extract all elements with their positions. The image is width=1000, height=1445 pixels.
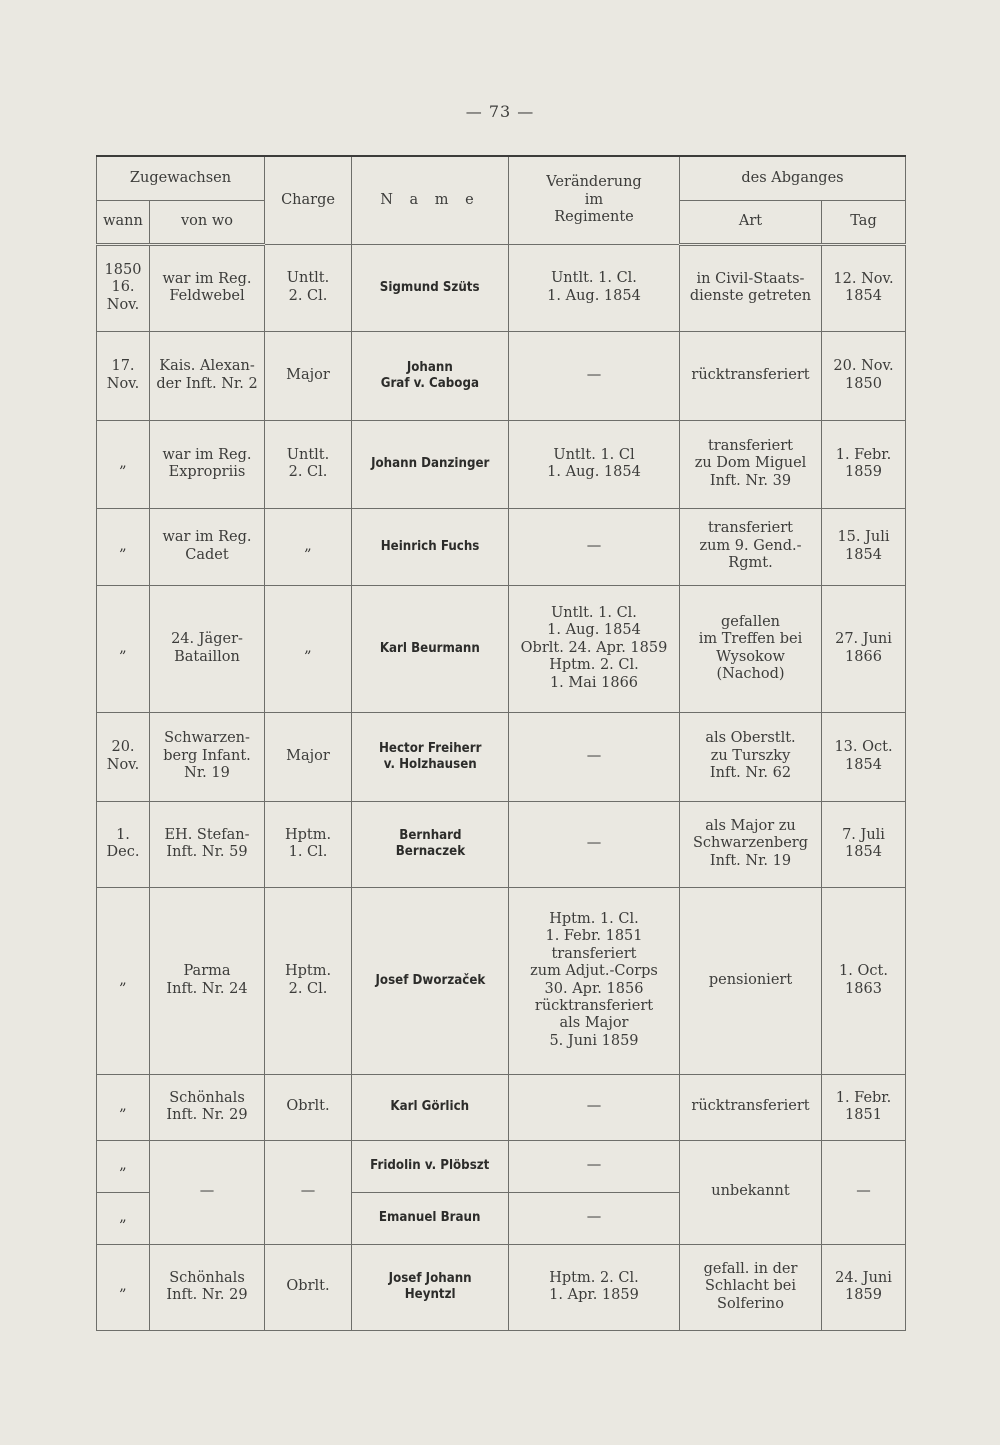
cell-tag: 1. Febr. 1851 (822, 1074, 906, 1140)
cell-art: transferiert zum 9. Gend.- Rgmt. (680, 508, 822, 585)
person-name: Karl Beurmann (379, 639, 481, 656)
cell-veraenderung: — (509, 508, 680, 585)
table-row (97, 1244, 906, 1330)
table-row (97, 712, 906, 801)
cell-name (352, 1244, 509, 1330)
cell-charge: „ (265, 585, 352, 712)
cell-tag: — (822, 1140, 906, 1244)
cell-art: pensioniert (680, 887, 822, 1074)
table-row (97, 801, 906, 887)
register-table (96, 155, 906, 1331)
table-row (97, 585, 906, 712)
cell-charge: Hptm. 2. Cl. (265, 887, 352, 1074)
header-art: Art (680, 200, 822, 244)
cell-wann: 20. Nov. (97, 712, 150, 801)
table-row (97, 420, 906, 508)
cell-veraenderung: — (509, 331, 680, 420)
cell-charge: Untlt. 2. Cl. (265, 420, 352, 508)
person-name: Hector Freiherr v. Holzhausen (378, 739, 482, 772)
header-charge: Charge (265, 156, 352, 244)
cell-tag: 24. Juni 1859 (822, 1244, 906, 1330)
cell-art: in Civil-Staats- dienste getreten (680, 244, 822, 331)
cell-name (352, 420, 509, 508)
cell-veraenderung: Untlt. 1. Cl 1. Aug. 1854 (509, 420, 680, 508)
cell-von-wo: Kais. Alexan- der Inft. Nr. 2 (150, 331, 265, 420)
cell-tag: 27. Juni 1866 (822, 585, 906, 712)
cell-veraenderung: — (509, 1140, 680, 1192)
cell-wann: 1850 16. Nov. (97, 244, 150, 331)
cell-von-wo: — (150, 1140, 265, 1244)
cell-von-wo: EH. Stefan- Inft. Nr. 59 (150, 801, 265, 887)
cell-veraenderung: — (509, 1074, 680, 1140)
cell-charge: Untlt. 2. Cl. (265, 244, 352, 331)
cell-von-wo: Schwarzen- berg Infant. Nr. 19 (150, 712, 265, 801)
table-row (97, 244, 906, 331)
cell-von-wo: Schönhals Inft. Nr. 29 (150, 1074, 265, 1140)
person-name: Emanuel Braun (379, 1209, 481, 1226)
person-name: Josef Dworzaček (375, 971, 485, 988)
cell-von-wo: 24. Jäger- Bataillon (150, 585, 265, 712)
header-wann: wann (97, 200, 150, 244)
cell-tag: 12. Nov. 1854 (822, 244, 906, 331)
person-name: Fridolin v. Plöbszt (370, 1157, 490, 1174)
cell-wann: „ (97, 1244, 150, 1330)
header-veraenderung: Veränderung im Regimente (509, 156, 680, 244)
cell-wann: „ (97, 1192, 150, 1244)
cell-tag: 7. Juli 1854 (822, 801, 906, 887)
cell-art: gefallen im Treffen bei Wysokow (Nachod) (680, 585, 822, 712)
person-name: Karl Görlich (390, 1098, 470, 1115)
cell-art: rücktransferiert (680, 331, 822, 420)
cell-tag: 1. Oct. 1863 (822, 887, 906, 1074)
person-name: Josef Johann Heyntzl (388, 1270, 472, 1303)
cell-charge: „ (265, 508, 352, 585)
cell-wann: „ (97, 1074, 150, 1140)
cell-name (352, 331, 509, 420)
cell-wann: „ (97, 585, 150, 712)
cell-tag: 13. Oct. 1854 (822, 712, 906, 801)
cell-art: rücktransferiert (680, 1074, 822, 1140)
cell-name (352, 887, 509, 1074)
header-von-wo: von wo (150, 200, 265, 244)
cell-von-wo: war im Reg. Cadet (150, 508, 265, 585)
cell-charge: Obrlt. (265, 1074, 352, 1140)
cell-wann: „ (97, 1140, 150, 1192)
cell-tag: 20. Nov. 1850 (822, 331, 906, 420)
cell-name (352, 1192, 509, 1244)
cell-charge: Major (265, 712, 352, 801)
cell-charge: Obrlt. (265, 1244, 352, 1330)
cell-wann: „ (97, 887, 150, 1074)
header-abgang: des Abganges (680, 156, 906, 200)
cell-name (352, 1074, 509, 1140)
cell-wann: „ (97, 508, 150, 585)
header-zugewachsen: Zugewachsen (97, 156, 265, 200)
cell-art: als Oberstlt. zu Turszky Inft. Nr. 62 (680, 712, 822, 801)
page-number: — 73 — (465, 102, 535, 121)
cell-von-wo: war im Reg. Feldwebel (150, 244, 265, 331)
cell-name (352, 801, 509, 887)
header-tag: Tag (822, 200, 906, 244)
cell-charge: Hptm. 1. Cl. (265, 801, 352, 887)
person-name: Bernhard Bernaczek (395, 827, 465, 860)
cell-charge: Major (265, 331, 352, 420)
cell-veraenderung: — (509, 801, 680, 887)
cell-art: als Major zu Schwarzenberg Inft. Nr. 19 (680, 801, 822, 887)
person-name: Johann Danzinger (370, 455, 490, 472)
cell-charge: — (265, 1140, 352, 1244)
person-name: Heinrich Fuchs (380, 537, 480, 554)
cell-veraenderung: Hptm. 2. Cl. 1. Apr. 1859 (509, 1244, 680, 1330)
cell-von-wo: Parma Inft. Nr. 24 (150, 887, 265, 1074)
cell-art: transferiert zu Dom Miguel Inft. Nr. 39 (680, 420, 822, 508)
register-body (97, 244, 906, 1330)
cell-von-wo: war im Reg. Expropriis (150, 420, 265, 508)
cell-name (352, 585, 509, 712)
cell-art: gefall. in der Schlacht bei Solferino (680, 1244, 822, 1330)
table-row (97, 887, 906, 1074)
table-row (97, 331, 906, 420)
cell-tag: 1. Febr. 1859 (822, 420, 906, 508)
cell-veraenderung: — (509, 712, 680, 801)
cell-von-wo: Schönhals Inft. Nr. 29 (150, 1244, 265, 1330)
cell-veraenderung: Hptm. 1. Cl. 1. Febr. 1851 transferiert zum Adjut.-Corps 30. Apr. 1856 rücktransferiert als Major 5. Juni 1859 (509, 887, 680, 1074)
table-row (97, 508, 906, 585)
cell-veraenderung: Untlt. 1. Cl. 1. Aug. 1854 (509, 244, 680, 331)
person-name: Johann Graf v. Caboga (380, 358, 480, 391)
cell-veraenderung: Untlt. 1. Cl. 1. Aug. 1854 Obrlt. 24. Apr. 1859 Hptm. 2. Cl. 1. Mai 1866 (509, 585, 680, 712)
cell-wann: 17. Nov. (97, 331, 150, 420)
table-row (97, 1140, 906, 1192)
cell-veraenderung: — (509, 1192, 680, 1244)
cell-art: unbekannt (680, 1140, 822, 1244)
cell-name (352, 508, 509, 585)
cell-wann: „ (97, 420, 150, 508)
cell-name (352, 1140, 509, 1192)
table-row (97, 1074, 906, 1140)
person-name: Sigmund Szüts (380, 278, 480, 295)
cell-wann: 1. Dec. (97, 801, 150, 887)
cell-tag: 15. Juli 1854 (822, 508, 906, 585)
cell-name (352, 244, 509, 331)
header-name: N a m e (352, 156, 509, 244)
cell-name (352, 712, 509, 801)
